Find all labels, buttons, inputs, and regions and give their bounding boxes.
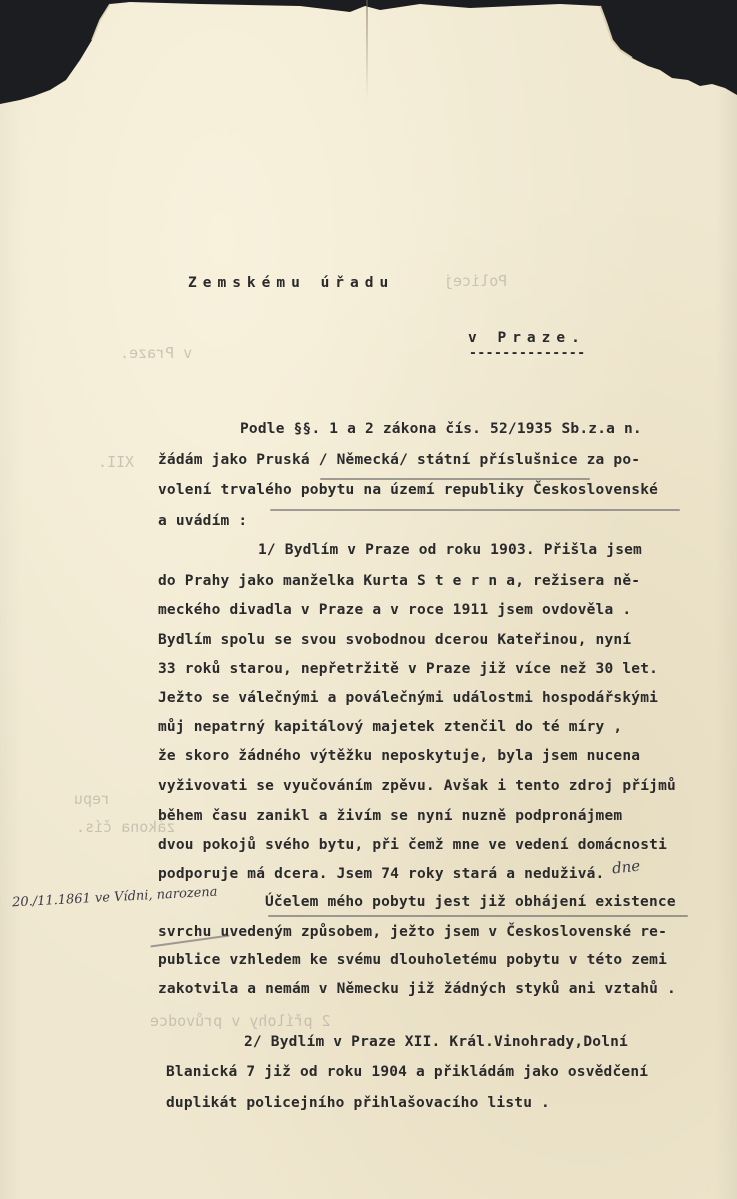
pencil-underline — [268, 915, 688, 917]
bleed-through-text: 2 přílohy v průvodce — [150, 1012, 331, 1030]
paper-fold-crease — [366, 0, 368, 100]
location-underline: -------------- — [469, 346, 586, 361]
body-line: Bydlím spolu se svou svobodnou dcerou Kateřinou, nyní — [158, 632, 632, 648]
body-line: 33 roků starou, nepřetržitě v Praze již více než 30 let. — [158, 661, 659, 677]
bleed-through-text: v Praze. — [120, 344, 193, 362]
body-line: svrchu uvedeným způsobem, ježto jsem v Československé re- — [158, 924, 667, 940]
addressee-heading: Zemskému úřadu — [188, 275, 395, 291]
body-line: Ježto se válečnými a poválečnými událostmi hospodářskými — [158, 690, 659, 706]
bleed-through-text: XII. — [98, 453, 135, 471]
body-line: že skoro žádného výtěžku neposkytuje, byla jsem nucena — [158, 748, 641, 764]
body-line: zakotvila a nemám v Německu již žádných styků ani vztahů . — [158, 981, 676, 997]
body-line: dvou pokojů svého bytu, při čemž mne ve vedení domácnosti — [158, 837, 667, 853]
body-line: volení trvalého pobytu na území republiky Československé — [158, 482, 659, 498]
body-line: Účelem mého pobytu jest již obhájení existence — [265, 894, 676, 910]
addressee-location: v Praze. — [468, 330, 586, 346]
bleed-through-text: repu — [74, 790, 111, 808]
pencil-underline — [320, 478, 590, 480]
pencil-underline — [270, 509, 680, 511]
body-line: publice vzhledem ke svému dlouholetému pobytu v této zemi — [158, 952, 667, 968]
handwritten-margin-note: 20./11.1861 ve Vídni, narozena — [11, 884, 218, 911]
body-line: do Prahy jako manželka Kurta S t e r n a, režisera ně- — [158, 573, 641, 589]
body-line: můj nepatrný kapitálový majetek ztenčil do té míry , — [158, 719, 623, 735]
body-line: Blanická 7 již od roku 1904 a přikládám jako osvědčení — [166, 1064, 649, 1080]
body-line: podporuje má dcera. Jsem 74 roky stará a neduživá. — [158, 866, 605, 882]
body-line: během času zanikl a živím se nyní nuzně podpronájmem — [158, 808, 623, 824]
bleed-through-text: Policej — [444, 272, 508, 290]
body-line: 2/ Bydlím v Praze XII. Král.Vinohrady,Dolní — [244, 1034, 628, 1050]
body-line: vyživovati se vyučováním zpěvu. Avšak i tento zdroj příjmů — [158, 778, 676, 794]
torn-top-edge — [0, 0, 737, 140]
body-line: a uvádím : — [158, 513, 248, 529]
body-line: žádám jako Pruská / Německá/ státní příslušnice za po- — [158, 452, 641, 468]
handwritten-inline-note: dne — [611, 856, 642, 878]
body-line: Podle §§. 1 a 2 zákona čís. 52/1935 Sb.z.a n. — [240, 421, 642, 437]
body-line: duplikát policejního přihlašovacího listu . — [166, 1095, 550, 1111]
body-line: meckého divadla v Praze a v roce 1911 jsem ovdověla . — [158, 602, 632, 618]
body-line: 1/ Bydlím v Praze od roku 1903. Přišla jsem — [258, 542, 642, 558]
bleed-through-text: zákona čís. — [76, 818, 176, 836]
